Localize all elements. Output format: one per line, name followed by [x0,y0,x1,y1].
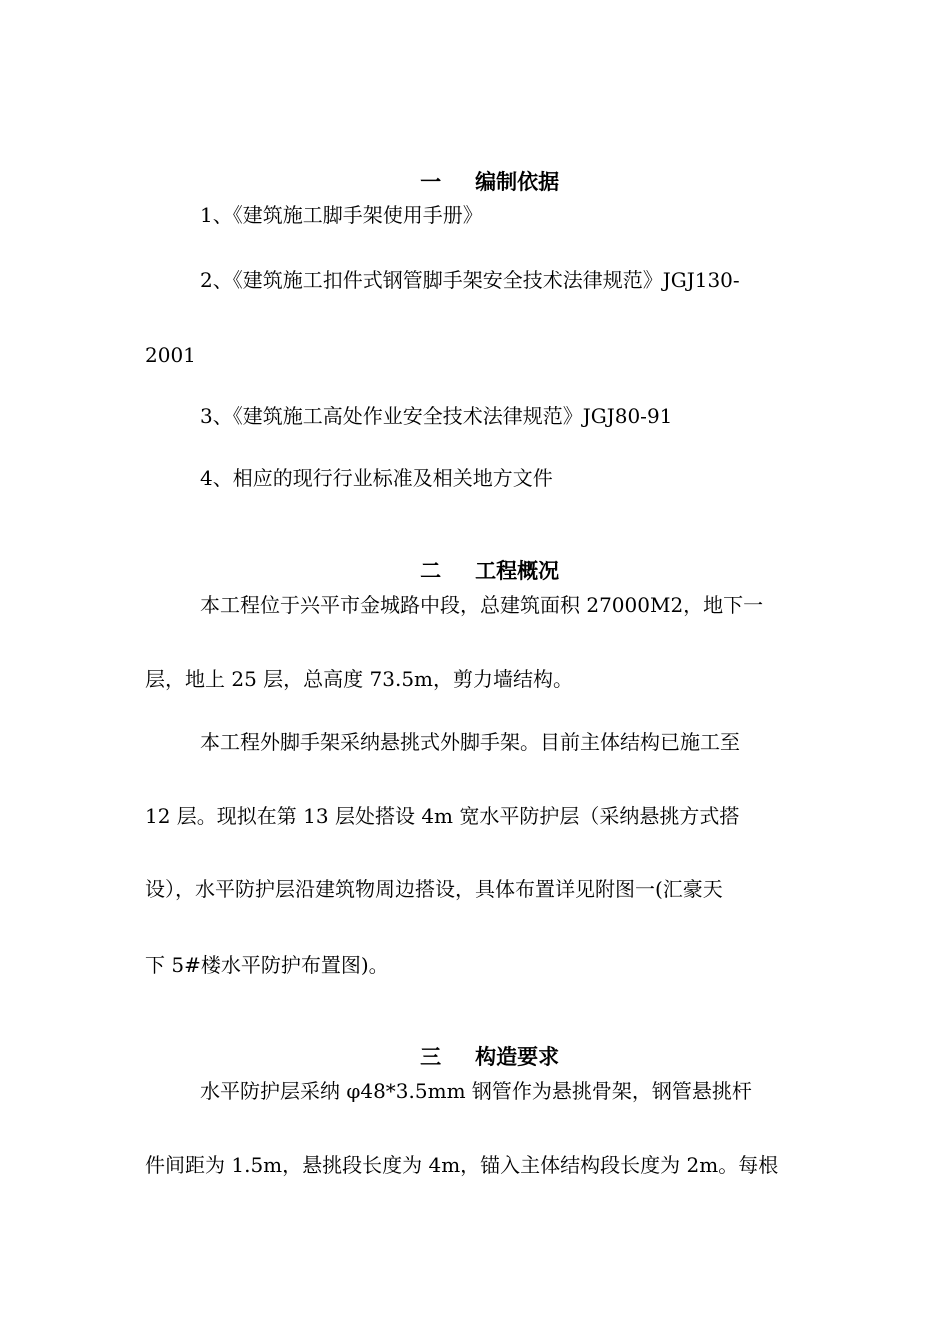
section-3-number: 三 [420,1045,442,1069]
section-1-number: 一 [420,170,442,194]
overview-line-2: 层，地上 25 层，总高度 73.5m，剪力墙结构。 [145,667,574,691]
basis-item-2: 2、《建筑施工扣件式钢管脚手架安全技术法律规范》JGJ130- [200,268,740,292]
overview-line-6: 下 5#楼水平防护布置图)。 [145,953,389,977]
overview-line-1: 本工程位于兴平市金城路中段，总建筑面积 27000M2，地下一 [200,593,764,617]
section-2-number: 二 [420,559,442,583]
overview-line-4: 12 层。现拟在第 13 层处搭设 4m 宽水平防护层（采纳悬挑方式搭 [145,804,740,828]
overview-line-3: 本工程外脚手架采纳悬挑式外脚手架。目前主体结构已施工至 [200,730,740,754]
construction-line-2: 件间距为 1.5m，悬挑段长度为 4m，锚入主体结构段长度为 2m。每根 [145,1153,779,1177]
construction-line-1: 水平防护层采纳 φ48*3.5mm 钢管作为悬挑骨架，钢管悬挑杆 [200,1079,752,1103]
section-1-title: 编制依据 [475,170,560,194]
basis-item-1: 1、《建筑施工脚手架使用手册》 [200,203,483,227]
section-3-title: 构造要求 [475,1045,560,1069]
basis-item-3: 3、《建筑施工高处作业安全技术法律规范》JGJ80-91 [200,404,673,428]
basis-item-4: 4、相应的现行行业标准及相关地方文件 [200,466,553,490]
section-2-title: 工程概况 [475,559,560,583]
overview-line-5: 设），水平防护层沿建筑物周边搭设，具体布置详见附图一(汇豪天 [145,877,723,901]
basis-item-2-continued: 2001 [145,343,196,367]
